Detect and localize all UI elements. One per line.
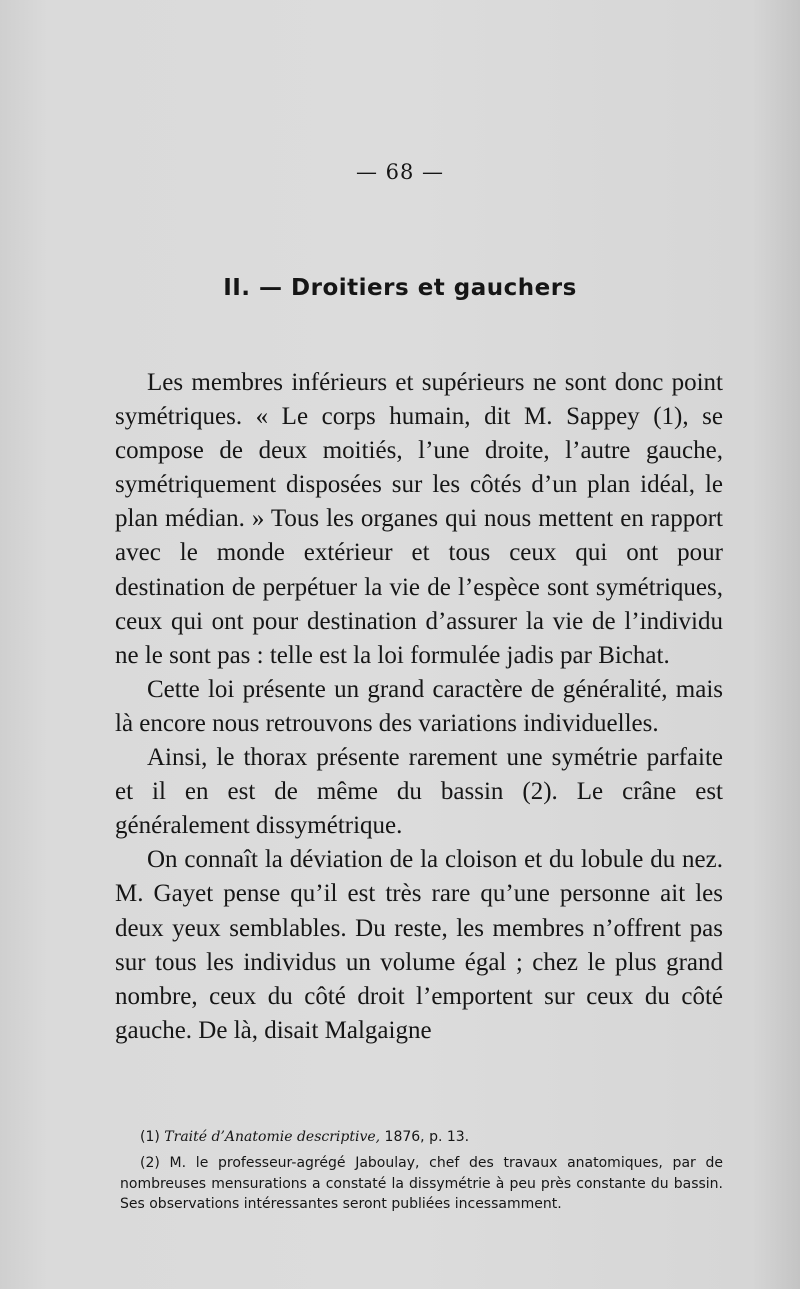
footnotes xyxy=(120,1127,723,1220)
paragraph: On connaît la déviation de la cloison et du lobule du nez. M. Gayet pense qu’il est très rare qu’une personne ait les deux yeux semblables. Du reste, les membres n’offrent pas sur tous les individus un volume égal ; chez le plus grand nombre, ceux du côté droit l’emportent sur ceux du côté gauche. De là, disait Malgaigne xyxy=(115,846,723,1044)
footnote-2: (2) M. le professeur-agrégé Jaboulay, chef des travaux anatomiques, par de nombreuses mensurations a constaté la dissymétrie à peu près constante du bassin. Ses observations intéressantes seront publiées incessamment. xyxy=(120,1154,723,1213)
footnote-1-title: Traité d’Anatomie descriptive, xyxy=(164,1129,381,1145)
paragraph: Cette loi présente un grand caractère de généralité, mais là encore nous retrouvons des variations individuelles. xyxy=(115,675,723,737)
footnote-1-marker: (1) xyxy=(140,1129,160,1145)
page-number: — 68 — xyxy=(355,160,445,184)
paragraph: Les membres inférieurs et supérieurs ne sont donc point symétriques. « Le corps humain, dit M. Sappey (1), se compose de deux moitiés, l’une droite, l’autre gauche, symétriquement disposées sur les côtés d’un plan idéal, le plan médian. » Tous les organes qui nous mettent en rapport avec le monde extérieur et tous ceux qui ont pour destination de perpétuer la vie de l’espèce sont symétriques, ceux qui ont pour destination d’assurer la vie de l’individu ne le sont pas : telle est la loi formulée jadis par Bichat. xyxy=(115,369,723,669)
footnote-1 xyxy=(120,1127,723,1148)
paragraph: Ainsi, le thorax présente rarement une symétrie parfaite et il en est de même du bassin (2). Le crâne est généralement dissymétrique. xyxy=(115,744,723,840)
footnote-1-rest: 1876, p. 13. xyxy=(384,1129,470,1145)
section-heading: II. — Droitiers et gauchers xyxy=(223,275,577,301)
body-text xyxy=(115,366,723,1048)
